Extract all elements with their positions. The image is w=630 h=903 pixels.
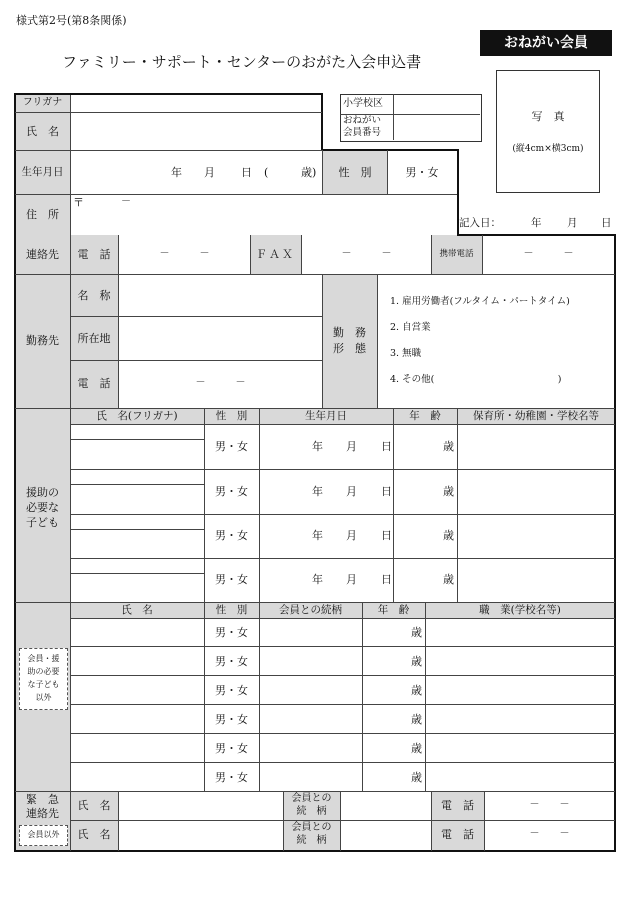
household-header-age: 年 齢: [377, 604, 410, 616]
child-gender[interactable]: 男・女: [215, 573, 248, 586]
emergency-relation-label-1: 会員との: [291, 822, 332, 833]
child-school-input[interactable]: [458, 425, 614, 469]
entry-month: 月: [567, 217, 578, 229]
emergency-phone-label: 電 話: [441, 799, 474, 812]
member-type-badge: [480, 30, 612, 56]
children-header-age: 年 齢: [409, 410, 441, 422]
fax-label: ＦＡＸ: [256, 248, 295, 261]
household-name-input[interactable]: [71, 734, 204, 762]
work-type-label-2: 形 態: [333, 342, 366, 355]
child-age: 歳: [443, 529, 454, 542]
child-birth-month: 月: [346, 573, 357, 586]
children-header-gender: 性 別: [215, 410, 248, 422]
page-title: ファミリー・サポート・センターのおがた入会申込書: [62, 53, 422, 71]
emergency-phone-input[interactable]: － －: [529, 828, 570, 839]
children-label-2: 必要な: [26, 501, 59, 514]
workplace-label: 勤務先: [26, 334, 59, 347]
household-gender[interactable]: 男・女: [215, 684, 248, 697]
work-type-option-3[interactable]: 3. 無職: [390, 348, 422, 359]
household-name-input[interactable]: [71, 705, 204, 733]
school-district-label: 小学校区: [343, 98, 383, 109]
household-label-box: [19, 648, 68, 710]
emergency-label-1: 緊 急: [26, 793, 59, 806]
household-age: 歳: [411, 684, 422, 697]
badge-text: おねがい会員: [504, 35, 588, 51]
emergency-relation-label-2: 続 柄: [296, 806, 327, 817]
work-type-label-1: 勤 務: [333, 326, 366, 339]
child-name-input[interactable]: [71, 559, 204, 602]
workplace-location-label: 所在地: [77, 332, 111, 345]
school-district-input[interactable]: [394, 95, 480, 114]
phone-input[interactable]: － －: [159, 248, 210, 259]
household-age: 歳: [411, 742, 422, 755]
photo-box[interactable]: [496, 70, 600, 193]
household-age: 歳: [411, 626, 422, 639]
household-gender[interactable]: 男・女: [215, 713, 248, 726]
emergency-label-2: 連絡先: [26, 807, 59, 820]
household-gender[interactable]: 男・女: [215, 771, 248, 784]
emergency-name-input[interactable]: [119, 792, 283, 820]
children-header-name: 氏 名(フリガナ): [96, 410, 178, 422]
emergency-outside-label: 会員以外: [27, 830, 60, 839]
workplace-name-label: 名 称: [77, 289, 111, 302]
work-type-option-1[interactable]: 1. 雇用労働者(フルタイム・パートタイム): [390, 296, 570, 307]
household-name-input[interactable]: [71, 676, 204, 704]
household-label-4: 以外: [35, 693, 52, 702]
child-gender[interactable]: 男・女: [215, 529, 248, 542]
children-header-school: 保育所・幼稚園・学校名等: [473, 410, 599, 422]
household-age: 歳: [411, 713, 422, 726]
age-open: (: [264, 166, 269, 179]
child-school-input[interactable]: [458, 559, 614, 602]
emergency-name-input[interactable]: [119, 821, 283, 850]
entry-date-label: 記入日：: [459, 217, 501, 229]
workplace-location-input[interactable]: [119, 317, 322, 360]
birthdate-input[interactable]: [71, 151, 322, 194]
child-birth-year: 年: [312, 440, 323, 453]
child-school-input[interactable]: [458, 470, 614, 514]
emergency-relation-label-1: 会員との: [291, 793, 332, 804]
child-name-input[interactable]: [71, 425, 204, 469]
gender-label: 性 別: [338, 166, 372, 179]
fax-input[interactable]: － －: [341, 248, 392, 259]
emergency-phone-input[interactable]: － －: [529, 799, 570, 810]
emergency-relation-input[interactable]: [341, 821, 431, 850]
work-type-option-4[interactable]: 4. その他( ): [390, 374, 562, 385]
mobile-label: 携帯電話: [439, 249, 474, 259]
furigana-input[interactable]: [71, 96, 321, 112]
phone-label: 電 話: [77, 248, 111, 261]
emergency-name-label: 氏 名: [77, 828, 111, 841]
child-birth-year: 年: [312, 485, 323, 498]
household-header-gender: 性 別: [215, 604, 248, 616]
child-gender[interactable]: 男・女: [215, 485, 248, 498]
child-gender[interactable]: 男・女: [215, 440, 248, 453]
child-name-input[interactable]: [71, 470, 204, 514]
household-gender[interactable]: 男・女: [215, 655, 248, 668]
name-input[interactable]: [71, 113, 321, 150]
furigana-label: フリガナ: [22, 97, 63, 108]
child-birth-year: 年: [312, 529, 323, 542]
children-label-1: 援助の: [26, 486, 59, 499]
photo-label: 写 真: [531, 110, 565, 123]
workplace-phone-input[interactable]: － －: [195, 377, 246, 388]
child-birth-day: 日: [381, 573, 392, 586]
contact-label: 連絡先: [26, 248, 59, 261]
workplace-phone-label: 電 話: [77, 377, 111, 390]
birth-day: 日: [241, 166, 252, 179]
child-age: 歳: [443, 440, 454, 453]
child-age: 歳: [443, 485, 454, 498]
address-input[interactable]: [71, 195, 457, 235]
member-number-input[interactable]: [394, 115, 480, 140]
child-birth-day: 日: [381, 529, 392, 542]
household-name-input[interactable]: [71, 763, 204, 791]
child-name-input[interactable]: [71, 515, 204, 558]
household-name-input[interactable]: [71, 619, 204, 646]
emergency-relation-label-2: 続 柄: [296, 835, 327, 846]
emergency-name-label: 氏 名: [77, 799, 111, 812]
emergency-phone-label: 電 話: [441, 828, 474, 841]
household-name-input[interactable]: [71, 647, 204, 675]
child-birth-day: 日: [381, 485, 392, 498]
children-label-3: 子ども: [26, 516, 59, 529]
birth-month: 月: [204, 166, 215, 179]
birthdate-label: 生年月日: [21, 166, 64, 178]
birth-year: 年: [171, 166, 182, 179]
entry-day: 日: [601, 217, 612, 229]
child-birth-day: 日: [381, 440, 392, 453]
age-close: 歳): [301, 166, 317, 179]
child-birth-month: 月: [346, 440, 357, 453]
child-birth-month: 月: [346, 485, 357, 498]
emergency-relation-input[interactable]: [341, 792, 431, 820]
household-header-relation: 会員との続柄: [279, 604, 342, 616]
postal-dash: －: [121, 196, 131, 207]
entry-year: 年: [531, 217, 542, 229]
child-age: 歳: [443, 573, 454, 586]
photo-size: (縦4cm×横3cm): [512, 144, 584, 154]
child-school-input[interactable]: [458, 515, 614, 558]
name-label: 氏 名: [26, 125, 59, 138]
household-label-3: な子ども: [27, 680, 60, 689]
address-label: 住 所: [26, 208, 59, 221]
work-type-option-2[interactable]: 2. 自営業: [390, 322, 431, 333]
postal-mark: 〒: [73, 196, 84, 209]
emergency-outside-box: [19, 825, 68, 846]
household-gender[interactable]: 男・女: [215, 626, 248, 639]
form-number: 様式第2号(第8条関係): [16, 14, 127, 27]
workplace-name-input[interactable]: [119, 275, 322, 316]
applicant-gender[interactable]: 男・女: [405, 166, 439, 179]
household-age: 歳: [411, 771, 422, 784]
member-number-label-2: 会員番号: [343, 127, 382, 138]
household-label-2: 助の必要: [27, 667, 60, 676]
household-header-name: 氏 名: [121, 604, 153, 616]
household-gender[interactable]: 男・女: [215, 742, 248, 755]
child-birth-month: 月: [346, 529, 357, 542]
household-age: 歳: [411, 655, 422, 668]
child-birth-year: 年: [312, 573, 323, 586]
household-label-1: 会員・援: [27, 654, 60, 663]
household-header-occupation: 職 業(学校名等): [479, 604, 561, 616]
mobile-input[interactable]: － －: [523, 248, 574, 259]
member-number-label-1: おねがい: [343, 115, 382, 126]
children-header-birthdate: 生年月日: [305, 410, 347, 422]
